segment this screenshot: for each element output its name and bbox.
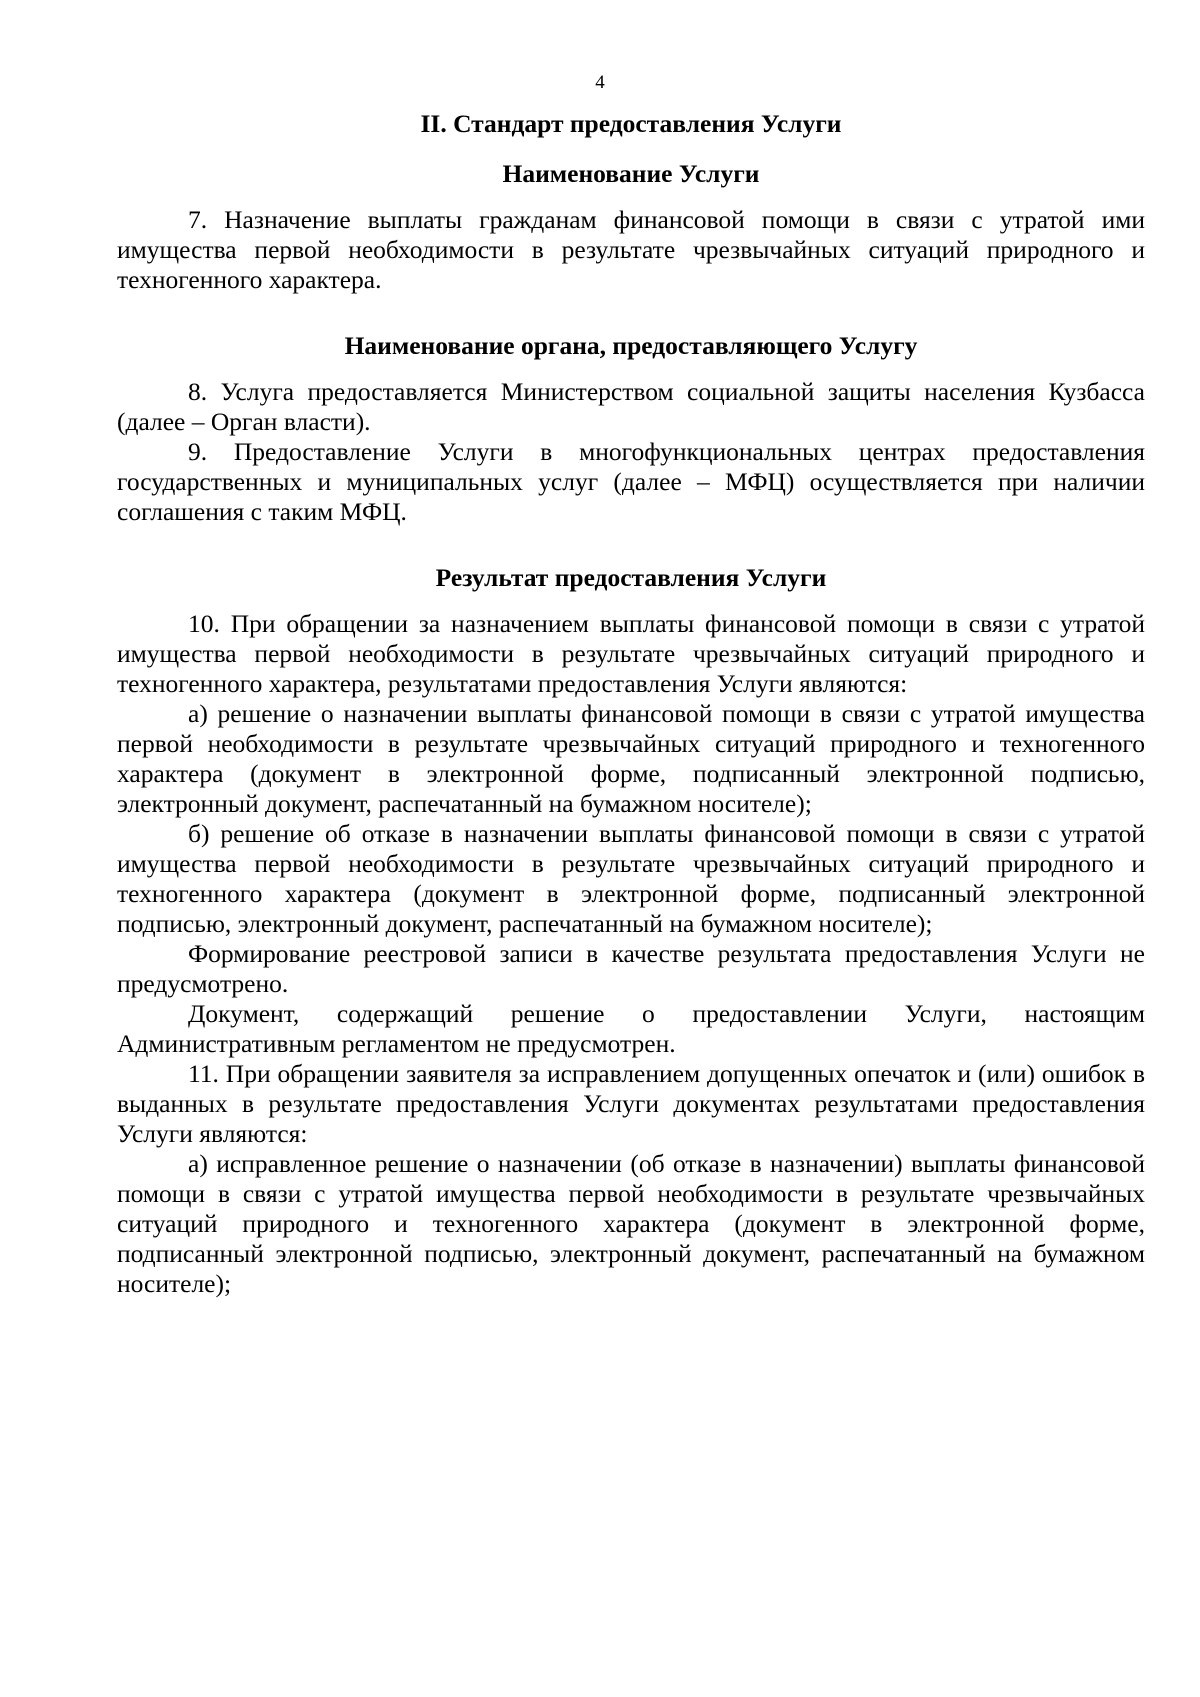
paragraph-10-b: б) решение об отказе в назначении выплаты финансовой помощи в связи с утратой имущества первой необходимости в результате чрезвычайных ситуаций природного и техногенного характера (документ в электронной форме, подписанный электронной подписью, электронный документ, распечатанный на бумажном носителе); — [117, 819, 1145, 938]
page-number: 4 — [595, 72, 605, 93]
paragraph-11: 11. При обращении заявителя за исправлением допущенных опечаток и (или) ошибок в выданных в результате предоставления Услуги документах результатами предоставления Услуги являются: — [117, 1059, 1145, 1148]
paragraph-decision-document: Документ, содержащий решение о предоставлении Услуги, настоящим Административным регламентом не предусмотрен. — [117, 999, 1145, 1058]
heading-service-organ: Наименование органа, предоставляющего Услугу — [344, 331, 918, 360]
heading-service-result: Результат предоставления Услуги — [435, 563, 827, 592]
paragraph-9: 9. Предоставление Услуги в многофункциональных центрах предоставления государственных и муниципальных услуг (далее – МФЦ) осуществляется при наличии соглашения с таким МФЦ. — [117, 437, 1145, 526]
paragraph-10-a: а) решение о назначении выплаты финансовой помощи в связи с утратой имущества первой необходимости в результате чрезвычайных ситуаций природного и техногенного характера (документ в электронной форме, подписанный электронной подписью, электронный документ, распечатанный на бумажном носителе); — [117, 699, 1145, 818]
paragraph-10: 10. При обращении за назначением выплаты финансовой помощи в связи с утратой имущества первой необходимости в результате чрезвычайных ситуаций природного и техногенного характера, результатами предоставления Услуги являются: — [117, 609, 1145, 698]
paragraph-8: 8. Услуга предоставляется Министерством социальной защиты населения Кузбасса (далее – Орган власти). — [117, 377, 1145, 436]
paragraph-7: 7. Назначение выплаты гражданам финансовой помощи в связи с утратой ими имущества первой необходимости в результате чрезвычайных ситуаций природного и техногенного характера. — [117, 205, 1145, 294]
paragraph-registry-record: Формирование реестровой записи в качестве результата предоставления Услуги не предусмотрено. — [117, 939, 1145, 998]
section-title-standard: II. Стандарт предоставления Услуги — [420, 109, 842, 138]
heading-service-name: Наименование Услуги — [502, 159, 760, 188]
document-body — [117, 109, 1145, 1299]
paragraph-11-a: а) исправленное решение о назначении (об отказе в назначении) выплаты финансовой помощи в связи с утратой имущества первой необходимости в результате чрезвычайных ситуаций природного и техногенного характера (документ в электронной форме, подписанный электронной подписью, электронный документ, распечатанный на бумажном носителе); — [117, 1149, 1145, 1298]
